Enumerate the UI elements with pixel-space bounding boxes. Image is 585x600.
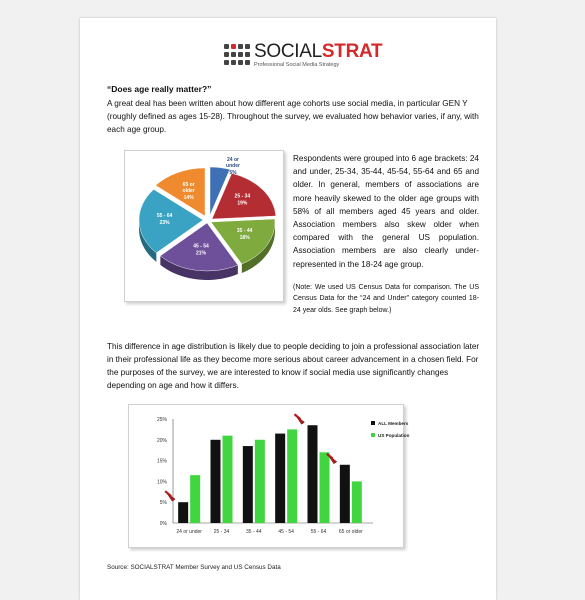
y-tick-label: 15% — [156, 458, 167, 465]
y-tick-label: 5% — [159, 500, 167, 507]
x-tick-label: 25 - 34 — [213, 529, 230, 535]
pie-chart-frame — [124, 150, 284, 302]
bar-us-population — [255, 440, 265, 523]
y-tick-label: 25% — [156, 417, 167, 423]
age-distribution-pie-chart — [125, 151, 283, 301]
bar-all-members — [178, 502, 188, 523]
census-note-paragraph: (Note: We used US Census Data for comparison. The US Census Data for the “24 and Under” category counted 18-24 year olds. See graph below.) — [293, 284, 479, 314]
bar-all-members — [243, 446, 253, 523]
pie-percent-label: 23% — [159, 219, 170, 226]
pie-category-label: 65 or — [182, 181, 195, 188]
logo-dots-icon — [224, 44, 250, 66]
y-tick-label: 10% — [156, 479, 167, 486]
bar-all-members — [211, 440, 221, 523]
pie-category-label: 24 or — [227, 157, 239, 163]
x-tick-label: 55 - 64 — [310, 529, 327, 535]
legend-label: ALL Members — [378, 421, 409, 426]
y-tick-label: 0% — [159, 521, 167, 527]
x-tick-label: 24 or under — [176, 529, 202, 535]
logo-word-part1: SOCIAL — [254, 41, 322, 62]
y-tick-label: 20% — [156, 437, 167, 444]
pie-percent-label: 19% — [237, 200, 248, 207]
bar-us-population — [190, 475, 200, 523]
bar-us-population — [352, 481, 362, 523]
age-distribution-paragraph: This difference in age distribution is likely due to people deciding to join a professional association later in their professional life as they become more serious about career advancement in a chosen field. For the purposes of the survey, we are interested to know if social media use significantly changes depending on age and how it differs. — [107, 342, 480, 390]
pie-percent-label: 5% — [229, 170, 237, 176]
pie-percent-label: 14% — [183, 194, 194, 201]
legend-swatch — [371, 433, 375, 437]
pie-category-label: older — [182, 187, 195, 194]
bar-all-members — [275, 434, 285, 523]
pie-category-label: 35 - 44 — [236, 227, 253, 234]
logo-word-part2: STRAT — [321, 41, 383, 62]
socialstrat-logo — [224, 41, 383, 72]
age-brackets-paragraph: Respondents were grouped into 6 age brackets: 24 and under, 25-34, 35-44, 45-54, 55-64 and 65 and older. In general, members of associations are more heavily skewed to the older age groups with 58% of all members aged 45 years and older. Association members also skew older when compared with the general US population. Association members are also clearly under-represented in the 18-24 age group. — [293, 154, 479, 269]
section-heading: “Does age really matter?” — [107, 84, 212, 94]
bar-us-population — [320, 452, 330, 523]
pie-category-label: 25 - 34 — [234, 193, 251, 200]
legend-swatch — [371, 421, 375, 425]
logo-wordmark — [254, 42, 382, 62]
bar-all-members — [308, 425, 318, 523]
bar-all-members — [340, 465, 350, 523]
bar-us-population — [223, 436, 233, 523]
members-vs-population-bar-chart — [129, 405, 410, 547]
logo-tagline: Professional Social Media Strategy — [254, 62, 340, 68]
bar-us-population — [287, 429, 297, 523]
source-caption: Source: SOCIALSTRAT Member Survey and US Census Data — [107, 564, 281, 571]
pie-category-label: 55 - 64 — [156, 212, 173, 219]
bar-chart-frame — [128, 404, 410, 548]
x-tick-label: 35 - 44 — [246, 529, 262, 535]
x-tick-label: 45 - 54 — [278, 529, 294, 535]
intro-paragraph: A great deal has been written about how different age cohorts use social media, in particular GEN Y (roughly defined as ages 15-28). Throughout the survey, we evaluated how behavior varies, if any, with each age group. — [107, 99, 479, 134]
legend-label: US Population — [378, 433, 410, 438]
pie-category-label: under — [226, 163, 240, 169]
pie-category-label: 45 - 54 — [193, 243, 209, 250]
pie-percent-label: 18% — [239, 234, 250, 241]
pie-percent-label: 21% — [195, 250, 207, 257]
x-tick-label: 65 or older — [338, 529, 363, 535]
